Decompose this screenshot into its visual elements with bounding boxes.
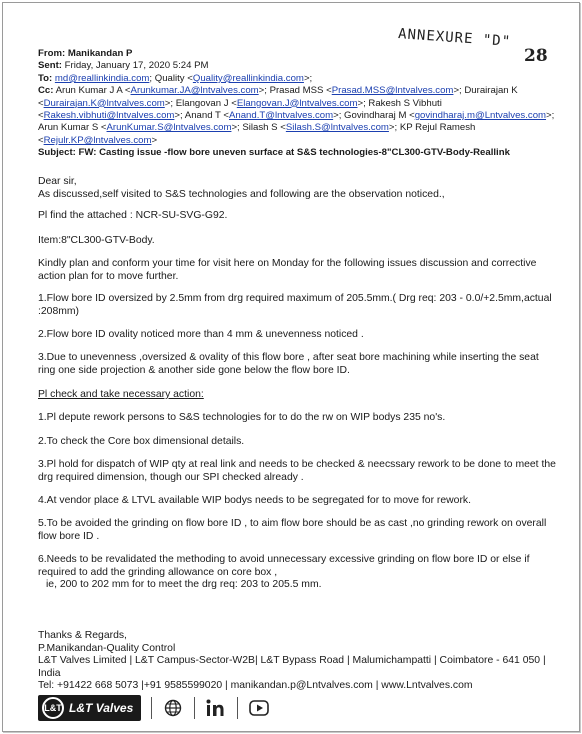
- request-paragraph: Kindly plan and conform your time for visit here on Monday for the following issues discussion and corrective action plan for to move further.: [38, 258, 537, 282]
- from-line: From: Manikandan P: [38, 48, 133, 59]
- signature-block: [38, 630, 558, 693]
- observation-2: 2.Flow bore ID ovality noticed more than 4 mm & unevenness noticed .: [38, 329, 364, 340]
- action-3: 3.Pl hold for dispatch of WIP qty at real link and needs to be checked & neecssary rework to be done to meet the drg required dimension, though our SPI checked already .: [38, 459, 556, 483]
- action-6: 6.Needs to be revalidated the methoding to avoid unnecessary excessive grinding on flow bore ID or else if required to add the grinding allowance on core box , ie, 200 to 202 mm for to meet the drg req: 203 to 205.5 mm.: [38, 554, 530, 591]
- sent-line: Sent: Friday, January 17, 2020 5:24 PM: [38, 60, 209, 72]
- item-line: Item:8"CL300-GTV-Body.: [38, 235, 155, 246]
- logo-text: L&T Valves: [69, 701, 134, 715]
- action-4: 4.At vendor place & LTVL available WIP bodys needs to be segregated for to move for rework.: [38, 495, 471, 506]
- action-1: 1.Pl depute rework persons to S&S technologies for to do the rw on WIP bodys 235 no's.: [38, 412, 446, 423]
- handwritten-page-number: 28: [524, 46, 548, 66]
- cc-line: <Rakesh.vibhuti@lntvalves.com>; Anand T <Anand.T@lntvalves.com>; Govindharaj M <govindharaj.m@Lntvalves.com>;: [38, 110, 555, 122]
- action-2: 2.To check the Core box dimensional details.: [38, 436, 245, 447]
- signer-contact: Tel: +91422 668 5073 |+91 9585599020 | manikandan.p@Lntvalves.com | www.Lntvalves.com: [38, 680, 473, 692]
- email-header: [38, 48, 558, 160]
- cc-email-link[interactable]: Durairajan.K@lntvalves.com: [43, 97, 165, 109]
- divider: [151, 697, 152, 719]
- quality-email-link[interactable]: Quality@reallinkindia.com: [192, 72, 304, 84]
- divider: [237, 697, 238, 719]
- lt-logo-mark: L&T: [42, 697, 64, 719]
- salutation: Dear sir, As discussed,self visited to S&S technologies and following are the observation noticed.,: [38, 176, 558, 201]
- cc-email-link[interactable]: Elangovan.J@lntvalves.com: [236, 97, 358, 109]
- cc-email-link[interactable]: ArunKumar.S@lntvalves.com: [106, 122, 232, 134]
- closing: Thanks & Regards,: [38, 630, 127, 641]
- cc-email-link[interactable]: Silash.S@lntvalves.com: [285, 122, 389, 134]
- sent-date: Friday, January 17, 2020 5:24 PM: [64, 60, 209, 72]
- cc-email-link[interactable]: Prasad.MSS@lntvalves.com: [331, 85, 454, 97]
- cc-email-link[interactable]: Rakesh.vibhuti@lntvalves.com: [43, 110, 175, 122]
- action-5: 5.To be avoided the grinding on flow bore ID , to aim flow bore should be as cast ,no grinding rework on overall flow bore ID .: [38, 518, 547, 542]
- youtube-icon[interactable]: [248, 697, 270, 719]
- sender-name: Manikandan P: [67, 48, 133, 59]
- cc-email-link[interactable]: Anand.T@lntvalves.com: [228, 110, 334, 122]
- divider: [194, 697, 195, 719]
- linkedin-icon[interactable]: [205, 697, 227, 719]
- cc-email-link[interactable]: Arunkumar.JA@lntvalves.com: [130, 85, 259, 97]
- attachment-note: Pl find the attached : NCR-SU-SVG-G92.: [38, 210, 228, 221]
- cc-line: Cc: Arun Kumar J A <Arunkumar.JA@lntvalves.com>; Prasad MSS <Prasad.MSS@lntvalves.com>; Durairajan K: [38, 85, 518, 97]
- observation-1: 1.Flow bore ID oversized by 2.5mm from drg required maximum of 205.5mm.( Drg req: 203 - 0.0/+2.5mm,actual :208mm): [38, 293, 552, 317]
- intro-paragraph: As discussed,self visited to S&S technologies and following are the observation noticed.,: [38, 188, 445, 200]
- to-email-link[interactable]: md@reallinkindia.com: [54, 72, 150, 84]
- globe-icon[interactable]: [162, 697, 184, 719]
- action-heading: Pl check and take necessary action:: [38, 389, 204, 400]
- footer-logos: [38, 693, 270, 723]
- subject-line: Subject: FW: Casting issue -flow bore uneven surface at S&S technologies-8"CL300-GTV-Body-Reallink: [38, 147, 510, 159]
- signer-name: P.Manikandan-Quality Control: [38, 642, 176, 654]
- observation-3: 3.Due to unevenness ,oversized & ovality of this flow bore , after seat bore machining while inserting the seat ring one side projection & another side gone below the flow bore ID.: [38, 352, 539, 376]
- signer-address: L&T Valves Limited | L&T Campus-Sector-W2B| L&T Bypass Road | Malumichampatti | Coimbatore - 641 050 | India: [38, 655, 546, 679]
- cc-email-link[interactable]: govindharaj.m@Lntvalves.com: [414, 110, 547, 122]
- cc-line: <Rejulr.KP@lntvalves.com>: [38, 134, 158, 146]
- cc-email-link[interactable]: Rejulr.KP@lntvalves.com: [43, 134, 152, 146]
- lt-valves-logo: [38, 695, 141, 721]
- to-line: To: md@reallinkindia.com; Quality <Quality@reallinkindia.com>;: [38, 72, 313, 84]
- handwritten-annexure-note: ANNEXURE "D": [397, 26, 512, 50]
- cc-line: Arun Kumar S <ArunKumar.S@lntvalves.com>; Silash S <Silash.S@lntvalves.com>; KP Rejul Ramesh: [38, 122, 476, 134]
- subject-text: FW: Casting issue -flow bore uneven surface at S&S technologies-8"CL300-GTV-Body-Reallink: [78, 147, 510, 159]
- cc-line: <Durairajan.K@lntvalves.com>; Elangovan J <Elangovan.J@lntvalves.com>; Rakesh S Vibhuti: [38, 97, 442, 109]
